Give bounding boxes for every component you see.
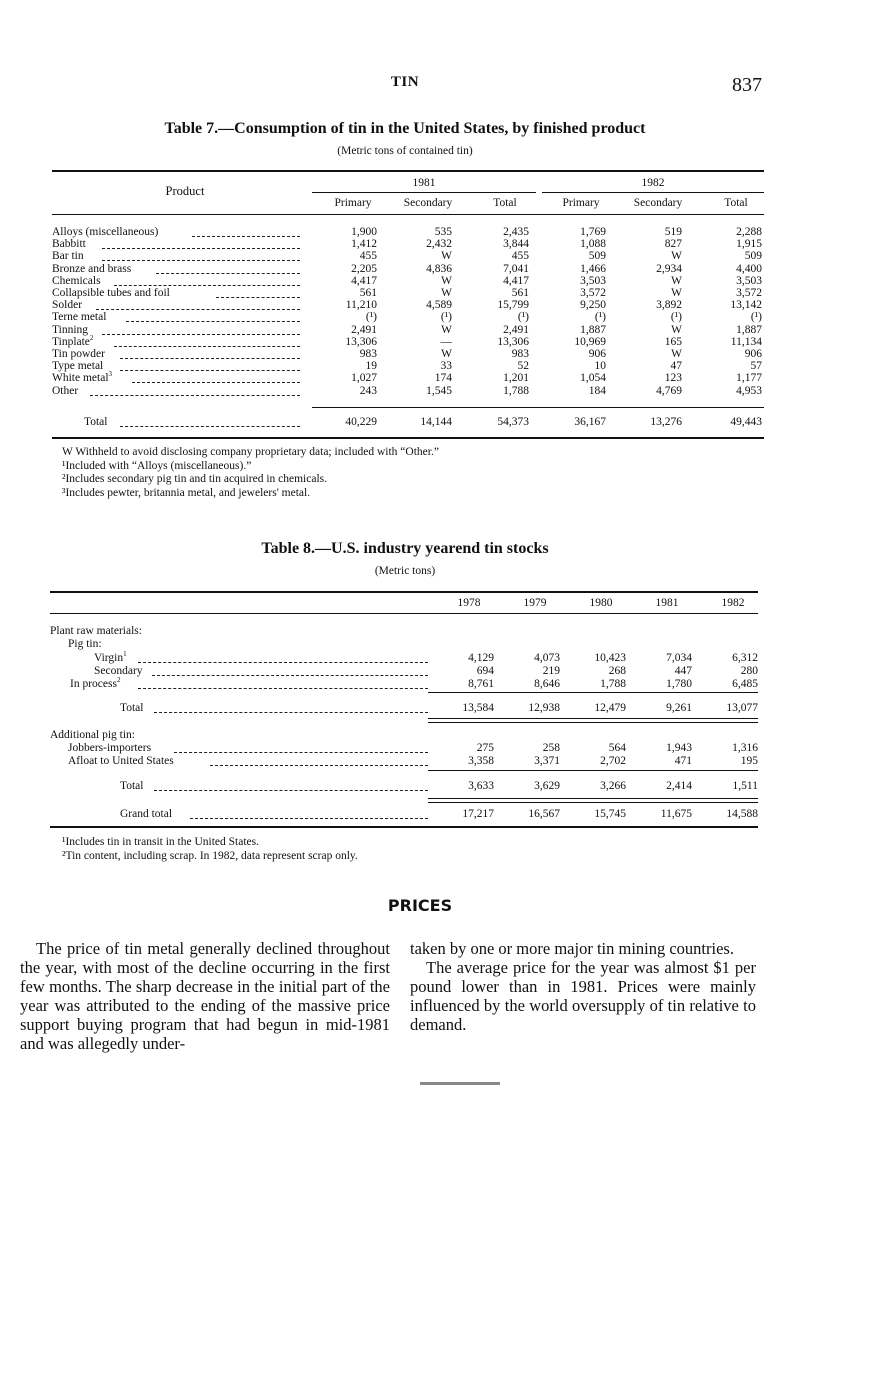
table7-cell: — <box>440 335 452 348</box>
table8-row-total1 <box>120 702 143 715</box>
table7-row-label-footnote-ref: 3 <box>108 370 113 379</box>
table8-row-jobbers <box>68 742 151 755</box>
table7-cell: 10 <box>594 360 606 373</box>
table8-cell: 275 <box>476 742 494 754</box>
table7-cell: 11,134 <box>730 335 762 348</box>
table7-cell: 1,466 <box>580 262 606 275</box>
table7-cell: 1,887 <box>736 323 762 336</box>
table7-leader-dots <box>120 358 300 359</box>
table7-col-header: Primary <box>334 197 372 209</box>
table7-cell: 535 <box>434 226 452 238</box>
table8-row-grand_total-text: Grand total <box>120 808 173 820</box>
table7-cell: 3,892 <box>656 299 682 312</box>
table7-leader-dots <box>114 285 300 286</box>
table7-cell: 2,491 <box>351 323 377 336</box>
table7-cell: 4,400 <box>736 262 762 275</box>
table7-cell: 174 <box>434 372 452 385</box>
table8-leader-dots <box>154 790 428 791</box>
table7-leader-dots <box>192 236 300 237</box>
table7-title: Table 7.—Consumption of tin in the United States, by finished product <box>164 120 646 137</box>
table7-cell: 1,088 <box>580 238 606 251</box>
table8-cell: 195 <box>740 755 758 767</box>
prices-heading: PRICES <box>387 896 453 915</box>
table8-title: Table 8.—U.S. industry yearend tin stocks <box>261 540 549 557</box>
table7-cell: 47 <box>670 360 682 373</box>
table7-row-label <box>52 333 94 349</box>
table7-cell: 2,205 <box>351 262 377 275</box>
table7-row-label-text: Tin powder <box>52 348 105 360</box>
prices-paragraph-1-continued: taken by one or more major tin mining countries. <box>410 939 734 958</box>
table7-cell: 7,041 <box>503 262 529 275</box>
table7-cell: 3,572 <box>580 287 606 299</box>
table7-cell: 4,589 <box>426 299 452 312</box>
table7-product-header: Product <box>165 184 205 198</box>
table8-cell: 12,479 <box>594 702 626 714</box>
table7-col-header: Primary <box>562 197 600 209</box>
table7-cell: 455 <box>359 250 377 263</box>
prices-paragraph-1: The price of tin metal generally declined throughout the year, with most of the decline occurring in the first few months. The sharp decrease in the initial part of the year was attributed to the ending of the massive price support buying program that had begun in mid-1981 and was allegedly under- <box>20 939 390 1053</box>
table8-row-in_process-footnote-ref: 2 <box>116 676 121 685</box>
table7-cell: W <box>671 287 682 299</box>
table8-bottom-rule <box>50 826 758 828</box>
table7-leader-dots <box>102 334 300 335</box>
table8-cell: 1,316 <box>732 742 758 754</box>
table8-cell: 4,073 <box>534 652 560 664</box>
table8-footnote: ¹Includes tin in transit in the United States. <box>62 836 259 848</box>
table7-row-label-footnote-ref: 2 <box>89 333 94 342</box>
table8-cell: 17,217 <box>462 808 494 820</box>
table7-cell: 243 <box>359 384 377 397</box>
table8-row-virgin <box>94 652 127 665</box>
table7-cell: W <box>441 287 452 299</box>
table8-row-total2-text: Total <box>120 780 144 792</box>
table7-cell: 15,799 <box>497 299 529 312</box>
table7-row-label <box>52 250 84 263</box>
table8-header-rule <box>50 613 758 614</box>
prices-column-right <box>410 939 756 1034</box>
table7-cell: 561 <box>359 287 377 299</box>
table8-total-rule-1b <box>428 722 758 723</box>
table7-row-label <box>52 324 88 337</box>
table7-leader-dots <box>126 321 300 322</box>
table8-leader-dots <box>154 712 428 713</box>
table7-cell: 1,887 <box>580 323 606 336</box>
table8-cell: 3,266 <box>600 780 626 792</box>
table8-cell: 8,646 <box>534 678 560 690</box>
table7-cell: 509 <box>588 250 606 263</box>
table7-row-label <box>52 226 158 239</box>
table8-leader-dots <box>174 752 428 753</box>
table7-cell: 2,934 <box>656 262 682 275</box>
table8-row-in_process-text: In process <box>70 678 117 690</box>
table7-cell: 1,054 <box>580 372 606 385</box>
table7-cell: 3,844 <box>503 238 529 251</box>
table7-cell: (¹) <box>440 311 452 324</box>
table7-cell: W <box>671 274 682 287</box>
table8-row-jobbers-text: Jobbers-importers <box>68 742 152 754</box>
table8-col-header: 1980 <box>589 597 613 609</box>
table8-cell: 1,788 <box>600 678 626 690</box>
table8-cell: 12,938 <box>528 702 560 714</box>
table7-cell: 1,201 <box>503 372 529 385</box>
table8-row-total2 <box>120 780 143 793</box>
table8-cell: 13,584 <box>462 702 494 714</box>
table8-leader-dots <box>152 675 428 676</box>
table8-subtotal-rule-2 <box>428 770 758 771</box>
table8-cell: 11,675 <box>660 808 692 820</box>
table7-cell: 13,306 <box>497 335 529 348</box>
table7-row-label-text: Chemicals <box>52 274 101 287</box>
table8-section-plant-raw: Plant raw materials: <box>50 625 142 637</box>
table7-cell: 1,412 <box>351 238 377 251</box>
table7-row-label-text: Tinplate <box>52 335 90 348</box>
table8-cell: 7,034 <box>666 652 692 664</box>
table7-row-label <box>52 287 170 300</box>
table7-cell: 1,788 <box>503 384 529 397</box>
table7-cell: 3,503 <box>736 274 762 287</box>
table7-total-cell: 49,443 <box>730 416 762 428</box>
table8-pig-tin-label: Pig tin: <box>68 638 102 650</box>
table8-cell: 3,629 <box>534 780 560 792</box>
table8-cell: 1,780 <box>666 678 692 690</box>
table7-cell: 906 <box>588 348 606 360</box>
table7-cell: W <box>441 323 452 336</box>
table7-year-1982: 1982 <box>641 177 665 189</box>
table7-cell: 455 <box>511 250 529 263</box>
table8-col-header: 1981 <box>655 597 679 609</box>
table8-total-rule-1a <box>428 718 758 719</box>
table7-cell: W <box>671 250 682 263</box>
table7-cell: 4,417 <box>351 274 377 287</box>
table7-footnote: ²Includes secondary pig tin and tin acquired in chemicals. <box>62 473 327 485</box>
table7-1982-underline <box>542 192 764 193</box>
table7-cell: 13,142 <box>730 299 762 312</box>
table7-cell: 4,769 <box>656 384 682 397</box>
table7-cell: (¹) <box>750 311 762 324</box>
table8-cell: 14,588 <box>726 808 758 820</box>
table8-cell: 1,943 <box>666 742 692 754</box>
table8-cell: 8,761 <box>468 678 494 690</box>
table7-cell: 4,953 <box>736 384 762 397</box>
table7-top-rule <box>52 170 764 172</box>
table7-cell: 983 <box>511 348 529 360</box>
table7-cell: (¹) <box>365 311 377 324</box>
table7-col-header: Secondary <box>403 197 453 209</box>
table7-cell: 9,250 <box>580 299 606 312</box>
table8-cell: 15,745 <box>594 808 626 820</box>
table7-cell: 983 <box>359 348 377 360</box>
table8-row-total1-text: Total <box>120 702 144 714</box>
table8-subtitle: (Metric tons) <box>374 565 436 577</box>
table7-cell: 19 <box>365 360 377 373</box>
table7-row-label-text: Alloys (miscellaneous) <box>52 226 159 238</box>
table7-total-leader <box>120 426 300 427</box>
table7-cell: 561 <box>511 287 529 299</box>
table8-cell: 6,312 <box>732 652 758 664</box>
table8-row-in_process <box>70 678 120 691</box>
table8-section-additional: Additional pig tin: <box>50 729 135 741</box>
table7-cell: 1,769 <box>580 226 606 238</box>
scan-smudge-mark <box>420 1082 500 1085</box>
table7-cell: 1,915 <box>736 238 762 251</box>
table7-cell: 1,027 <box>351 372 377 385</box>
table8-leader-dots <box>138 662 428 663</box>
table7-cell: 4,836 <box>426 262 452 275</box>
table7-total-rule <box>312 407 764 408</box>
table7-row-label-text: Tinning <box>52 323 89 336</box>
table7-cell: W <box>441 250 452 263</box>
prices-paragraph-2: The average price for the year was almost $1 per pound lower than in 1981. Prices were mainly influenced by the world oversupply of tin relative to demand. <box>410 958 756 1034</box>
table8-cell: 4,129 <box>468 652 494 664</box>
table8-leader-dots <box>138 688 428 689</box>
table7-cell: 1,545 <box>426 384 452 397</box>
table7-cell: 1,900 <box>351 226 377 238</box>
table7-row-label-text: Terne metal <box>52 311 107 324</box>
table7-row-label-text: Collapsible tubes and foil <box>52 287 170 299</box>
table7-cell: 2,435 <box>503 226 529 238</box>
table7-total-cell: 40,229 <box>345 416 377 428</box>
table7-col-header: Total <box>724 197 748 209</box>
table7-row-label <box>52 311 106 324</box>
table7-leader-dots <box>102 260 300 261</box>
table7-row-label-text: Bar tin <box>52 250 84 263</box>
table8-top-rule <box>50 591 758 593</box>
table7-row-label-text: Bronze and brass <box>52 262 132 275</box>
table7-cell: 906 <box>744 348 762 360</box>
table7-cell: W <box>441 348 452 360</box>
table7-leader-dots <box>156 273 300 274</box>
table8-cell: 3,633 <box>468 780 494 792</box>
table8-row-grand_total <box>120 808 172 821</box>
table7-row-label-text: White metal <box>52 372 109 385</box>
table8-row-secondary-text: Secondary <box>94 665 143 677</box>
table7-row-label-text: Other <box>52 384 79 397</box>
table7-col-header: Total <box>493 197 517 209</box>
table8-cell: 6,485 <box>732 678 758 690</box>
table8-subtotal-rule-1 <box>428 692 758 693</box>
table7-total-cell: 14,144 <box>420 416 452 428</box>
table8-cell: 268 <box>608 665 626 677</box>
table7-cell: W <box>441 274 452 287</box>
table7-cell: 11,210 <box>345 299 377 312</box>
table8-cell: 219 <box>542 665 560 677</box>
table7-leader-dots <box>114 346 300 347</box>
table7-cell: 3,503 <box>580 274 606 287</box>
table7-row-label-text: Babbitt <box>52 238 86 251</box>
table8-cell: 564 <box>608 742 626 754</box>
table8-cell: 3,358 <box>468 755 494 767</box>
table8-cell: 447 <box>674 665 692 677</box>
table7-cell: (¹) <box>517 311 529 324</box>
table7-row-label <box>52 299 82 312</box>
table7-cell: 57 <box>750 360 762 373</box>
table7-footnote: ³Includes pewter, britannia metal, and jewelers' metal. <box>62 486 311 499</box>
table7-cell: W <box>671 323 682 336</box>
page-number: 837 <box>732 74 762 96</box>
table8-leader-dots <box>190 818 428 819</box>
table8-cell: 3,371 <box>534 755 560 767</box>
table7-cell: 10,969 <box>574 335 606 348</box>
table8-cell: 1,511 <box>732 780 758 792</box>
table7-year-1981: 1981 <box>412 177 436 189</box>
table8-cell: 258 <box>542 742 560 754</box>
table7-cell: 827 <box>664 238 682 251</box>
table7-cell: 123 <box>664 372 682 385</box>
table8-cell: 471 <box>674 755 692 767</box>
table8-row-virgin-text: Virgin <box>94 652 124 664</box>
table7-leader-dots <box>102 248 300 249</box>
table7-total-cell: 13,276 <box>650 416 682 428</box>
table8-row-afloat <box>68 755 174 768</box>
table7-leader-dots <box>96 309 300 310</box>
table8-row-afloat-text: Afloat to United States <box>68 755 174 767</box>
table7-cell: 1,177 <box>736 372 762 385</box>
table8-cell: 2,702 <box>600 755 626 767</box>
table7-total-cell: 36,167 <box>574 416 606 428</box>
table7-footnote: ¹Included with “Alloys (miscellaneous).” <box>62 459 252 472</box>
table7-total-cell: 54,373 <box>497 416 529 428</box>
table7-cell: (¹) <box>594 311 606 324</box>
table7-1981-underline <box>312 192 536 193</box>
table8-cell: 10,423 <box>594 652 626 664</box>
table8-cell: 2,414 <box>666 780 692 792</box>
table7-cell: 4,417 <box>503 274 529 287</box>
table8-cell: 13,077 <box>726 702 758 714</box>
table7-row-label <box>52 275 101 288</box>
table7-cell: 33 <box>440 360 452 373</box>
table7-cell: W <box>671 348 682 360</box>
table7-col-header: Secondary <box>633 197 683 209</box>
table7-footnote: W Withheld to avoid disclosing company proprietary data; included with “Other.” <box>62 446 439 458</box>
table7-row-label <box>52 238 86 251</box>
table8-footnote: ²Tin content, including scrap. In 1982, data represent scrap only. <box>62 849 358 862</box>
table7-cell: 2,288 <box>736 226 762 238</box>
table7-cell: 165 <box>664 335 682 348</box>
table8-cell: 694 <box>476 665 494 677</box>
table8-col-header: 1982 <box>721 597 745 609</box>
table7-cell: 184 <box>588 384 606 397</box>
table7-row-label-text: Solder <box>52 299 83 312</box>
table7-cell: 2,491 <box>503 323 529 336</box>
table7-total-label: Total <box>84 416 108 428</box>
table7-row-label-text: Type metal <box>52 360 104 373</box>
table7-cell: 52 <box>517 360 529 373</box>
table8-cell: 9,261 <box>666 702 692 714</box>
table7-cell: 519 <box>664 226 682 238</box>
table7-row-label <box>52 385 78 398</box>
table7-leader-dots <box>90 395 300 396</box>
running-header-title: TIN <box>390 74 420 90</box>
table7-leader-dots <box>120 370 300 371</box>
table7-row-label <box>52 372 112 385</box>
table7-cell: 2,432 <box>426 238 452 251</box>
table7-row-label <box>52 348 105 361</box>
table8-cell: 280 <box>740 665 758 677</box>
table8-col-header: 1978 <box>457 597 481 609</box>
table8-col-header: 1979 <box>523 597 547 609</box>
table8-total-rule-2a <box>428 798 758 799</box>
table7-subtitle: (Metric tons of contained tin) <box>337 145 473 157</box>
table7-cell: 509 <box>744 250 762 263</box>
table7-row-label <box>52 263 131 276</box>
table7-cell: (¹) <box>670 311 682 324</box>
prices-column-left <box>20 939 390 1053</box>
table7-cell: 3,572 <box>736 287 762 299</box>
table8-leader-dots <box>210 765 428 766</box>
table7-cell: 13,306 <box>345 335 377 348</box>
table7-leader-dots <box>132 382 300 383</box>
table8-cell: 16,567 <box>528 808 560 820</box>
table7-leader-dots <box>216 297 300 298</box>
table8-total-rule-2b <box>428 802 758 803</box>
table8-row-virgin-footnote-ref: 1 <box>123 650 127 659</box>
table7-bottom-rule <box>52 437 764 439</box>
table7-header-rule <box>52 214 764 215</box>
